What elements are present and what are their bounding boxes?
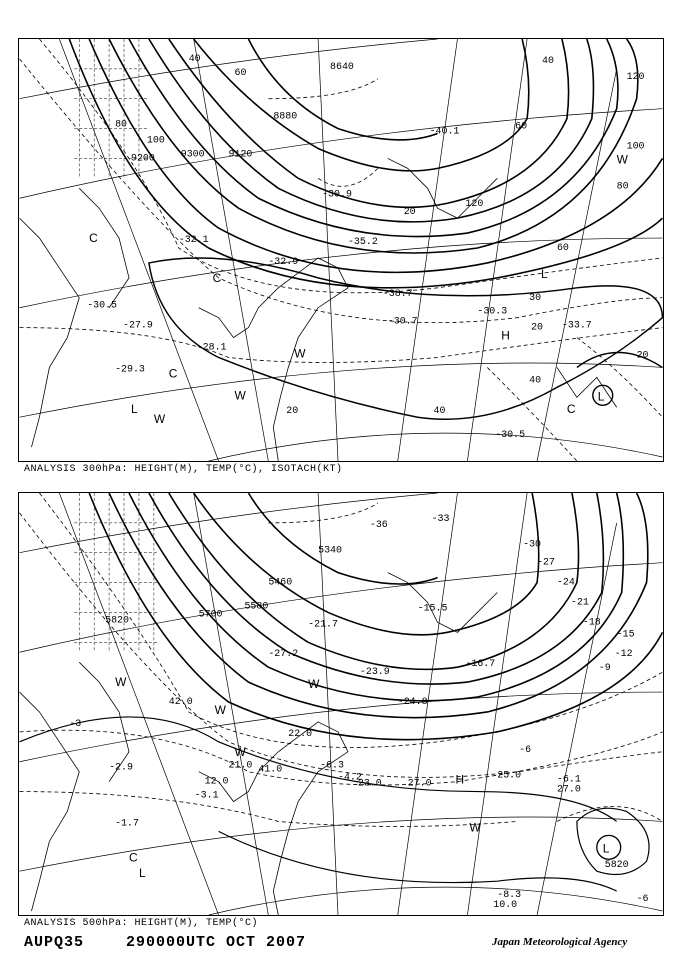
height-label: 9300: [180, 148, 205, 160]
temp-label: -4.2: [338, 771, 362, 783]
temp-label: -18: [582, 616, 601, 628]
temp-label: -24: [556, 576, 575, 588]
map-300hpa: [19, 39, 663, 461]
temp-label: -6.3: [320, 759, 344, 771]
cold-center: C: [566, 402, 576, 417]
height-label: 5820: [604, 859, 629, 871]
station-value: 41.0: [258, 763, 283, 775]
isotach-label: 40: [529, 374, 542, 386]
temp-label: -15: [616, 628, 635, 640]
cold-center: C: [129, 850, 138, 865]
isotach-label: 120: [626, 70, 645, 82]
isotach-label: 20: [636, 349, 649, 361]
jet-isotach: [149, 255, 663, 419]
temp-label: -6: [519, 743, 532, 755]
low-center: L: [138, 866, 146, 881]
caption-500hpa: ANALYSIS 500hPa: HEIGHT(M), TEMP(°C): [24, 918, 259, 929]
station-value: 12.0: [204, 775, 229, 787]
temp-label: -27.9: [123, 319, 153, 331]
isotach-label: 100: [146, 134, 165, 146]
temp-label: -16.7: [465, 658, 496, 670]
temp-label: -28.1: [196, 341, 227, 353]
chart-code: AUPQ35: [24, 934, 85, 951]
height-label: 8880: [273, 110, 298, 122]
temp-label: -30.5: [495, 429, 526, 441]
isotach-label: 80: [616, 180, 629, 192]
temp-label: -32.9: [268, 255, 299, 267]
temp-label: -24.8: [397, 696, 428, 707]
coastline: [20, 573, 498, 915]
high-center: H: [455, 772, 465, 787]
isotach-label: 60: [234, 66, 247, 78]
temp-label: -30.7: [387, 315, 418, 327]
temp-label: -30: [523, 538, 542, 550]
chart-time: 290000UTC OCT 2007: [126, 934, 307, 951]
temp-label: -33.7: [561, 319, 592, 331]
station-value: 10.0: [493, 899, 518, 911]
temp-label: -6.1: [556, 773, 581, 785]
isotach-label: 40: [542, 54, 554, 66]
height-label: 5460: [268, 576, 293, 588]
isotach-label: 60: [515, 120, 528, 132]
station-value: 27.0: [556, 783, 581, 795]
warm-center: W: [308, 677, 320, 692]
warm-center: W: [214, 702, 226, 717]
temp-label: -23.9: [359, 666, 390, 678]
temp-label: -1.7: [115, 817, 139, 829]
temp-label: -2.9: [109, 761, 133, 773]
station-value: 25.0: [497, 769, 522, 781]
chart-300hpa: [18, 38, 664, 462]
warm-center: W: [153, 412, 166, 427]
temp-label: -8.3: [497, 889, 522, 901]
temp-label: -40.1: [429, 125, 460, 137]
chart-500hpa: [18, 492, 664, 916]
isotach-label: 120: [465, 198, 484, 210]
height-label: 5700: [198, 608, 223, 620]
caption-300hpa: ANALYSIS 300hPa: HEIGHT(M), TEMP(°C), ISOTACH(KT): [24, 464, 343, 475]
height-label: 9200: [130, 152, 155, 164]
warm-center: W: [469, 820, 481, 835]
hatched-region: [74, 493, 159, 652]
isotach-label: 30: [529, 291, 542, 303]
isotach-label: 80: [115, 118, 128, 130]
height-contours: [69, 39, 662, 288]
isotach-label: 20: [531, 321, 544, 333]
temp-label: -27.2: [268, 648, 299, 660]
height-label: 8640: [330, 60, 354, 72]
height-label: 5340: [318, 544, 342, 556]
temp-label: -30.5: [87, 299, 118, 311]
high-center: H: [501, 328, 510, 343]
cold-center: C: [168, 366, 178, 381]
temp-label: -12: [614, 648, 633, 660]
station-value: 21.0: [228, 759, 253, 771]
temp-label: -33: [431, 512, 450, 524]
temp-label: -6: [636, 893, 649, 905]
low-center: L: [541, 266, 548, 281]
temp-label: -3.1: [194, 789, 219, 801]
height-label: 5580: [244, 600, 269, 612]
cold-center: C: [89, 231, 98, 246]
isotach-label: 60: [556, 242, 569, 254]
warm-center: W: [234, 744, 246, 759]
graticule: [20, 493, 663, 915]
temp-label: -3: [69, 717, 82, 729]
station-value: 23.0: [357, 777, 382, 789]
temp-label: -9: [598, 662, 611, 674]
low-center: L: [130, 402, 138, 417]
warm-center: W: [616, 152, 628, 167]
low-center: L: [597, 389, 605, 404]
cold-center: C: [212, 270, 222, 285]
isotach-label: 40: [188, 52, 201, 64]
isotach-label: 20: [286, 405, 299, 417]
temp-label: -29.3: [115, 363, 145, 375]
isotach-label: 20: [403, 206, 416, 218]
isotach-label: 100: [626, 140, 645, 152]
temp-label: -21.7: [308, 618, 338, 630]
warm-center: W: [234, 388, 246, 403]
temp-label: -21: [570, 596, 589, 608]
height-label: 5820: [105, 614, 129, 626]
isotach-label: 40: [433, 405, 446, 417]
station-value: 27.0: [407, 777, 432, 789]
temp-label: -36: [369, 518, 388, 530]
temp-label: -27: [537, 556, 555, 568]
warm-center: W: [115, 675, 127, 690]
temp-label: -32.1: [178, 234, 209, 246]
temp-label: -35.2: [347, 236, 378, 248]
agency-name: Japan Meteorological Agency: [492, 936, 628, 948]
low-center: L: [602, 841, 610, 856]
station-value: 22.0: [288, 727, 313, 739]
temp-label: -30.3: [477, 305, 508, 317]
station-value: 42.0: [168, 696, 193, 707]
temp-label: -38.7: [382, 287, 413, 299]
map-500hpa: [19, 493, 663, 915]
temp-label: -15.5: [417, 602, 448, 614]
temp-label: -30.9: [322, 188, 352, 200]
warm-center: W: [294, 346, 306, 361]
height-label: 9120: [228, 148, 253, 160]
